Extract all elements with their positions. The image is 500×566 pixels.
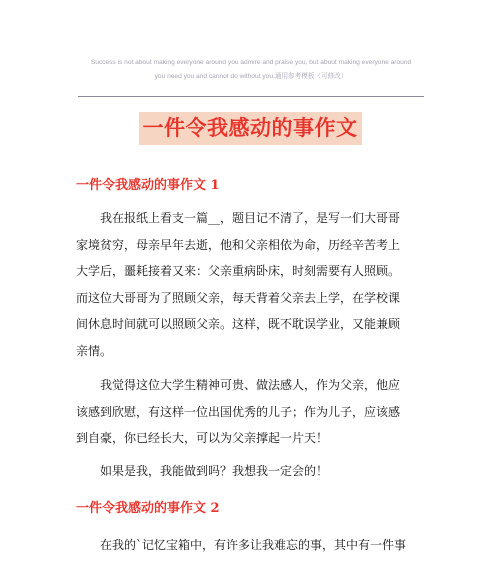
- header-divider: [78, 96, 424, 97]
- paragraph-line: 而这位大哥哥为了照顾父亲，每天背着父亲去上学，在学校课: [76, 290, 401, 305]
- page-header: [78, 58, 424, 81]
- paragraph-line: 到自豪，你已经长大，可以为父亲撑起一片天！: [76, 431, 329, 445]
- paragraph: [76, 205, 428, 364]
- header-tagline: Success is not about making everyone around you admire and praise you, but about making everyone around: [90, 59, 412, 66]
- document-title-text: 一件令我感动的事作文: [139, 112, 362, 145]
- paragraph: [76, 458, 428, 485]
- paragraph-line: 大学后，噩耗接着又来：父亲重病卧床，时刻需要有人照顾。: [76, 264, 401, 278]
- header-tagline-2-cn: 通用参考模板（可修改）: [274, 73, 348, 80]
- paragraph: [76, 532, 428, 559]
- header-tagline-2: [78, 72, 424, 81]
- section-heading-1: 一件令我感动的事作文 1: [76, 178, 220, 193]
- paragraph-line: 该感到欣慰，有这样一位出国优秀的儿子；作为儿子，应该感: [76, 404, 401, 419]
- header-tagline-2-en: you need you and cannot do without you.: [154, 73, 275, 80]
- paragraph-line: 间休息时间就可以照顾父亲。这样，既不耽误学业，又能兼顾: [76, 317, 401, 331]
- paragraph-line: 亲情。: [76, 343, 113, 358]
- paragraph-line: 在我的`记忆宝箱中，有许多让我难忘的事，其中有一件事: [100, 538, 407, 552]
- document-title: [0, 112, 500, 145]
- paragraph-line: 家境贫穷，母亲早年去逝，他和父亲相依为命，历经辛苦考上: [76, 237, 401, 252]
- paragraph-line: 如果是我，我能做到吗？我想我一定会的！: [100, 464, 329, 478]
- paragraph: [76, 372, 428, 452]
- paragraph-line: 我觉得这位大学生精神可贵、做法感人，作为父亲，他应: [100, 378, 401, 392]
- section-heading-2: 一件令我感动的事作文 2: [76, 501, 220, 516]
- paragraph-line: 我在报纸上看支一篇__，题目记不清了，是写一们大哥哥: [100, 211, 401, 225]
